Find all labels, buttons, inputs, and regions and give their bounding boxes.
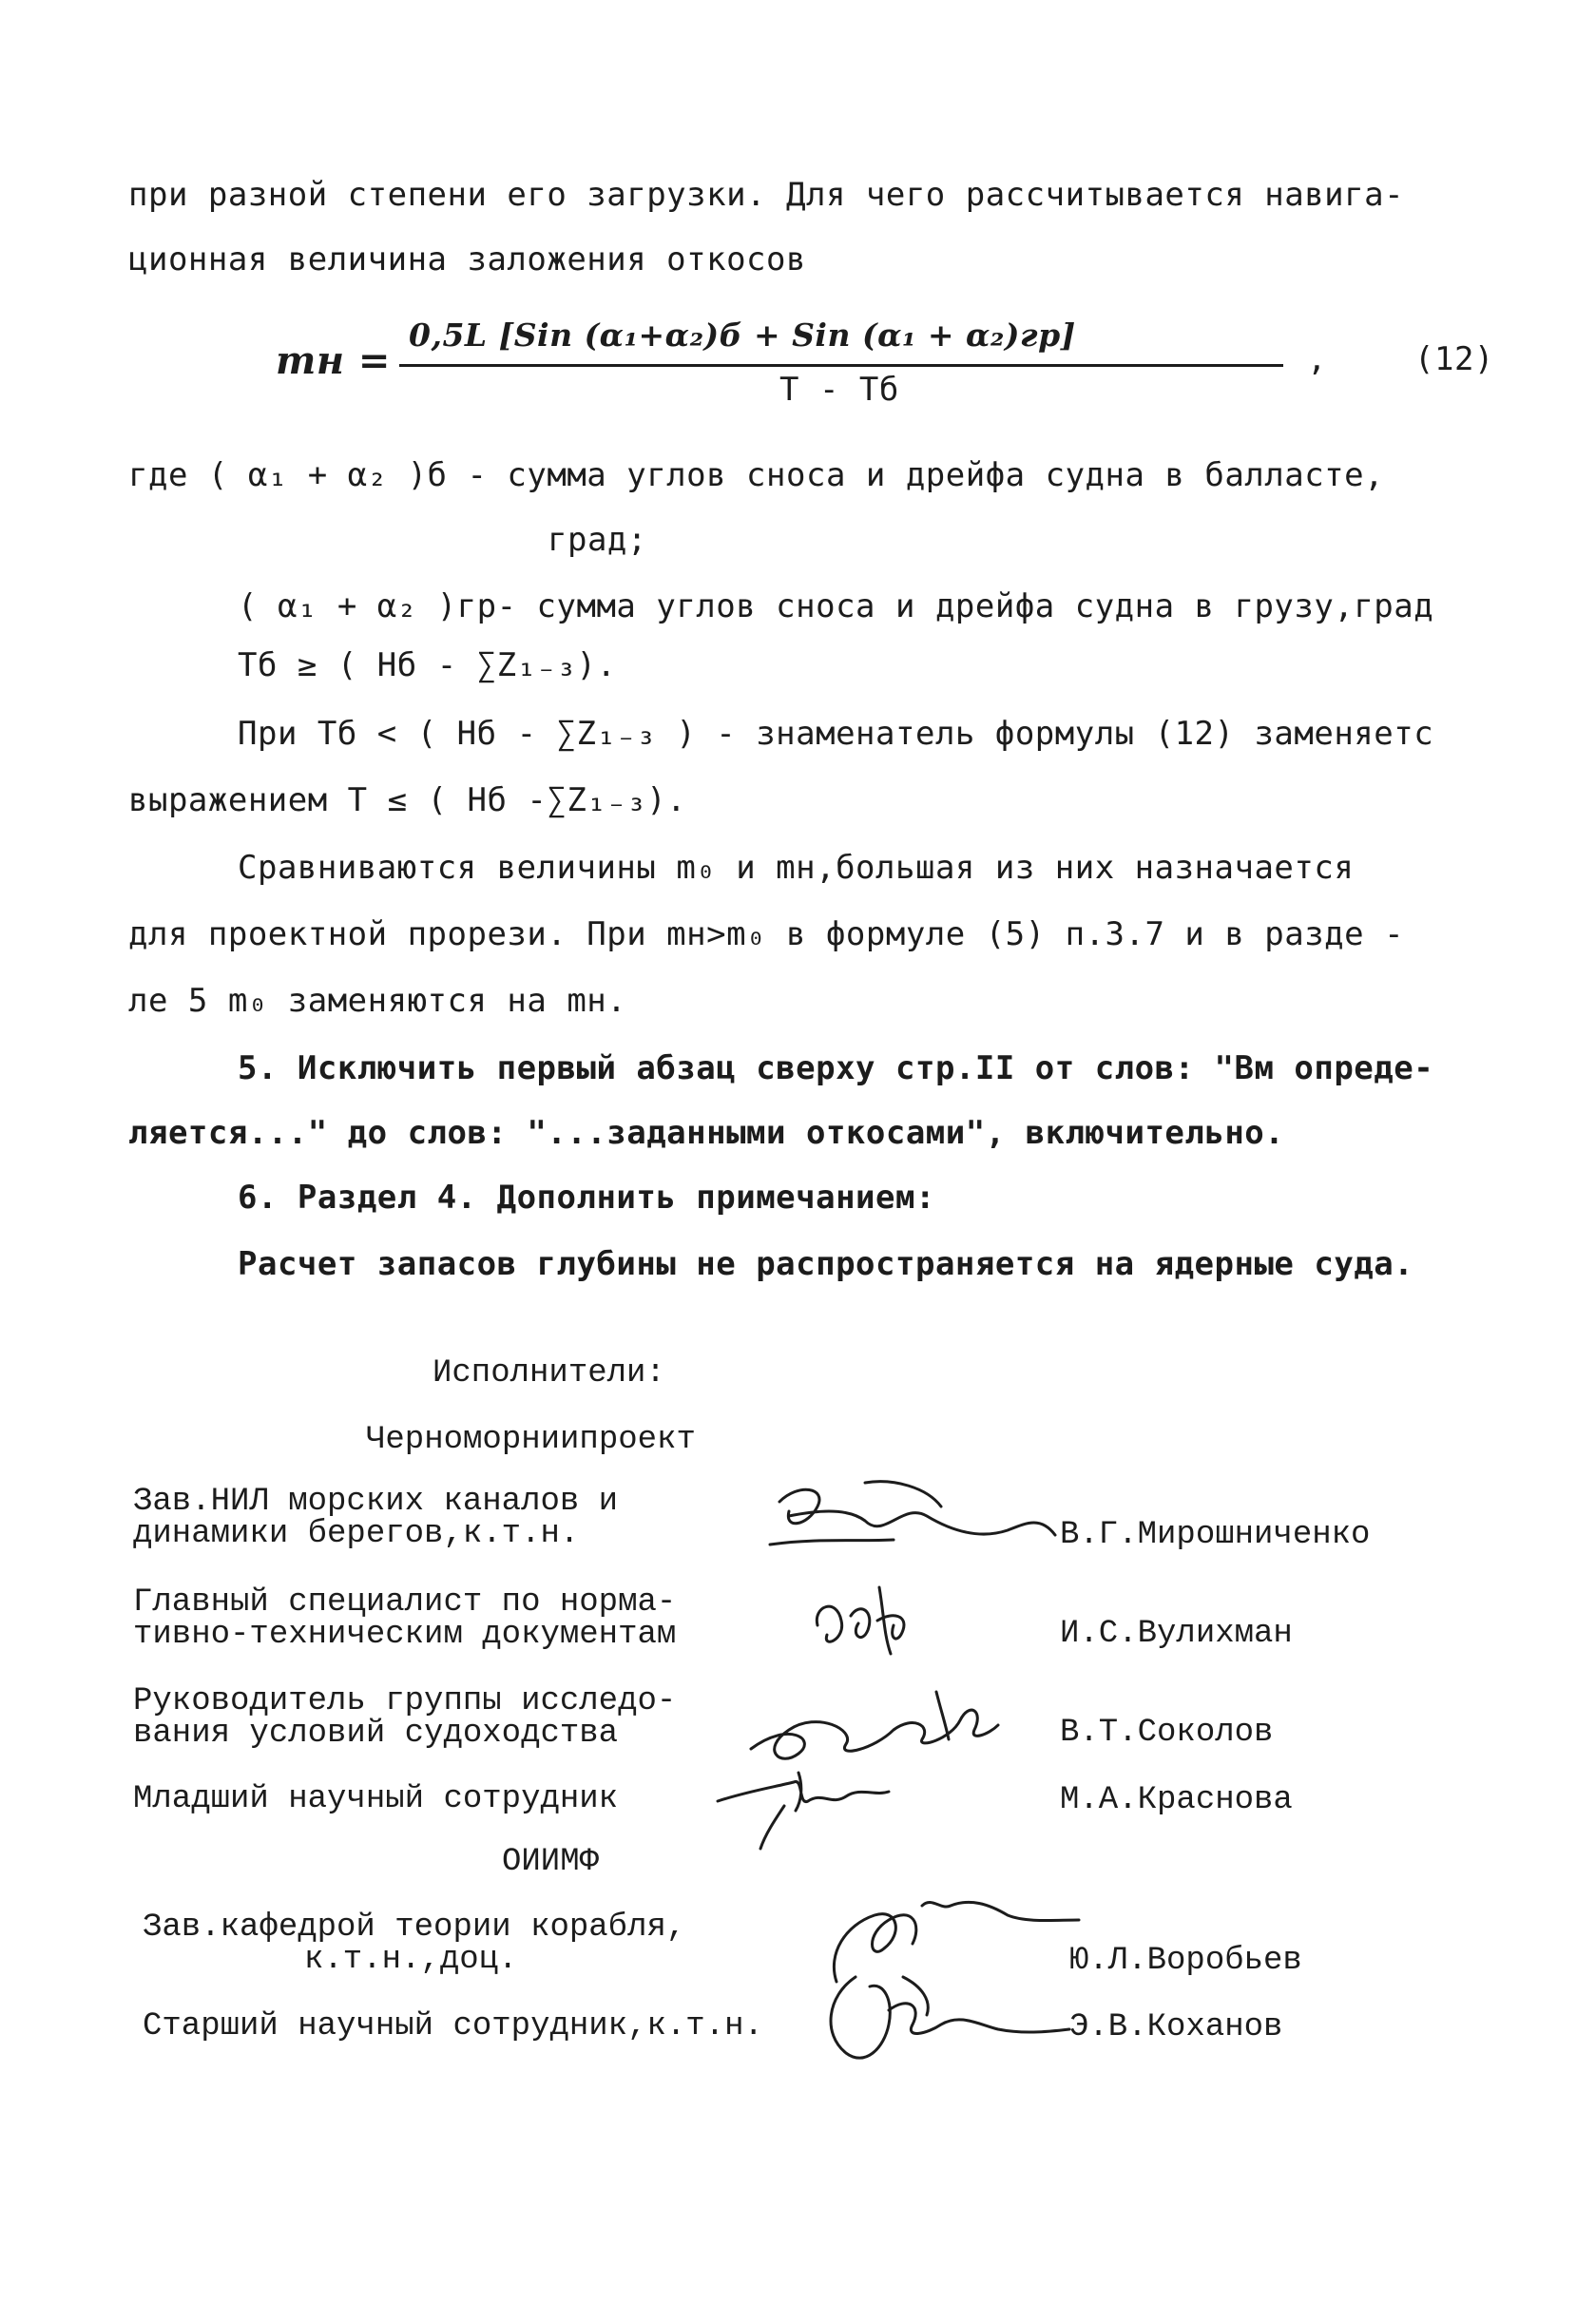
condition-line-1: Tб ≥ ( Hб - ∑Z₁₋₃). (238, 646, 617, 684)
role-5-line-2: к.т.н.,доц. (304, 1942, 518, 1978)
where-line-2: ( α₁ + α₂ )гр- сумма углов сноса и дрейфа судна в грузу,град (238, 587, 1434, 625)
role-4-line-1: Младший научный сотрудник (133, 1781, 619, 1817)
role-1-line-1: Зав.НИЛ морских каналов и (133, 1484, 619, 1520)
text-line-1: при разной степени его загрузки. Для чего рассчитывается навига- (128, 176, 1405, 214)
item-6-line: 6. Раздел 4. Дополнить примечанием: (238, 1179, 935, 1217)
signature-1 (760, 1464, 1074, 1568)
item-5-line-2: ляется..." до слов: "...заданными откосами", включительно. (128, 1114, 1285, 1152)
formula-number: (12) (1414, 340, 1494, 378)
role-5-line-1: Зав.кафедрой теории корабля, (143, 1910, 686, 1946)
comparison-line-2: для проектной прорези. При mн>m₀ в формуле (5) п.3.7 и в разде - (128, 915, 1405, 953)
role-2-line-1: Главный специалист по норма- (133, 1584, 677, 1621)
formula-lhs: mн = (276, 338, 391, 383)
executors-heading: Исполнители: (433, 1355, 665, 1391)
fraction-bar (399, 364, 1283, 367)
signature-6 (817, 1958, 1074, 2072)
signatory-name-3: В.Т.Соколов (1060, 1715, 1274, 1751)
signature-4 (708, 1754, 917, 1858)
signatory-name-5: Ю.Л.Воробьев (1069, 1943, 1302, 1979)
where-line-1: где ( α₁ + α₂ )б - сумма углов сноса и дрейфа судна в балласте, (128, 456, 1385, 494)
signatory-name-1: В.Г.Мирошниченко (1060, 1517, 1371, 1553)
signatory-name-6: Э.В.Коханов (1069, 2009, 1283, 2045)
comparison-line-1: Сравниваются величины m₀ и mн,большая из них назначается (238, 849, 1355, 887)
role-3-line-2: вания условий судоходства (133, 1716, 619, 1752)
formula-numerator: 0,5L [Sin (α₁+α₂)б + Sin (α₁ + α₂)гр] (409, 317, 1076, 354)
comparison-line-3: ле 5 m₀ заменяются на mн. (128, 982, 627, 1020)
role-1-line-2: динамики берегов,к.т.н. (133, 1516, 580, 1552)
role-2-line-2: тивно-техническим документам (133, 1617, 677, 1653)
condition-line-3: выражением T ≤ ( Hб -∑Z₁₋₃). (128, 781, 687, 819)
organization-1: Черноморниипроект (366, 1422, 696, 1458)
organization-2: ОИИМФ (502, 1844, 600, 1880)
formula-comma: , (1307, 340, 1327, 378)
where-line-1-cont: град; (548, 521, 647, 559)
role-3-line-1: Руководитель группы исследо- (133, 1683, 677, 1719)
note-line: Расчет запасов глубины не распространяется на ядерные суда. (238, 1245, 1414, 1283)
signatory-name-4: М.А.Краснова (1060, 1782, 1293, 1818)
signatory-name-2: И.С.Вулихман (1060, 1616, 1293, 1652)
formula-denominator: T - Tб (779, 371, 899, 409)
item-5-line-1: 5. Исключить первый абзац сверху стр.II от слов: "Вм опреде- (238, 1049, 1434, 1087)
role-6-line-1: Старший научный сотрудник,к.т.н. (143, 2008, 763, 2044)
condition-line-2: При Tб < ( Hб - ∑Z₁₋₃ ) - знаменатель формулы (12) заменяетс (238, 715, 1434, 753)
text-line-2: ционная величина заложения откосов (128, 240, 806, 278)
signature-2 (803, 1568, 936, 1673)
